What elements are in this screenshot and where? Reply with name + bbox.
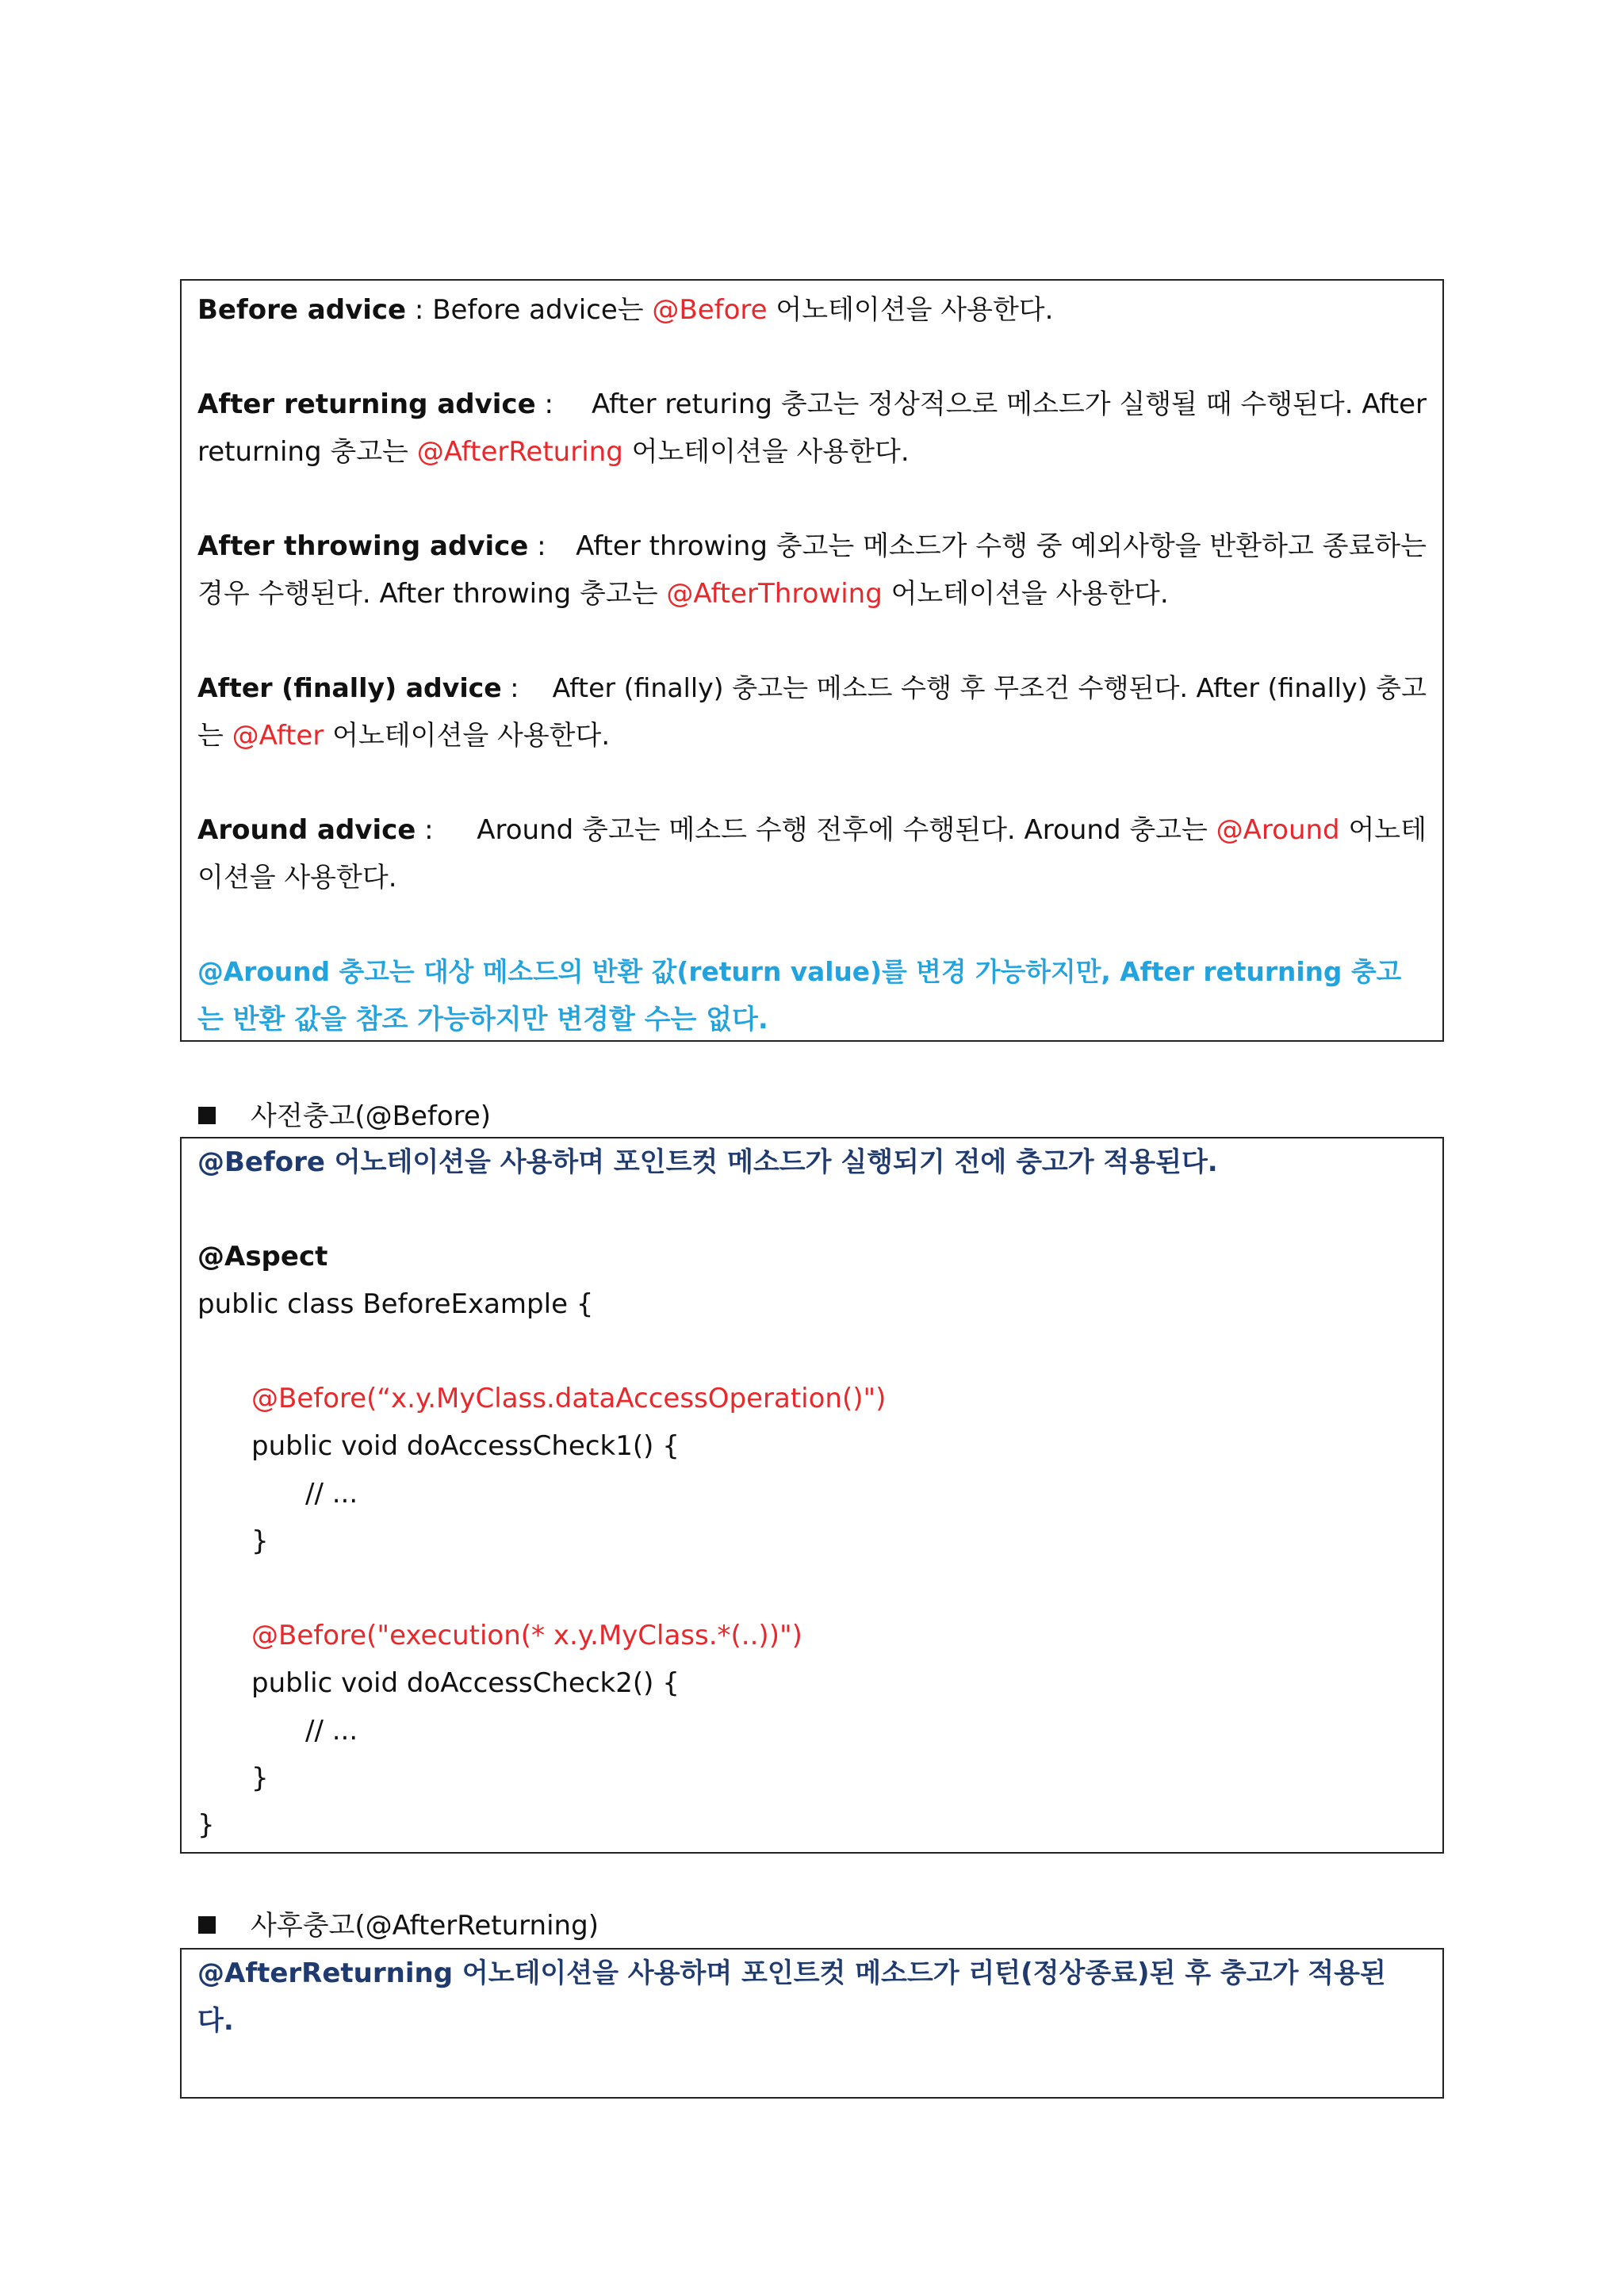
after-returning-description-1	[197, 1950, 1427, 1997]
method-signature-1: public void doAccessCheck1() {	[251, 1430, 680, 1462]
after-returning-description-text: @AfterReturning 어노테이션을 사용하며 포인트컷 메소드가 리턴(정상종료)된 후 충고가 적용된	[197, 1957, 1386, 1989]
before-advice-text-end: 어노테이션을 사용한다.	[767, 294, 1054, 326]
before-annotation: @Before	[652, 294, 768, 326]
method-close-1: }	[251, 1525, 269, 1557]
code-method1	[251, 1422, 1427, 1470]
comment-2: // ...	[305, 1715, 358, 1747]
code-method2	[251, 1659, 1427, 1707]
before-advice-term: Before advice	[197, 294, 407, 326]
after-returning-line-1	[197, 381, 1427, 428]
after-throwing-text: After throwing 충고는 메소드가 수행 중 예외사항을 반환하고 종료하는	[576, 530, 1427, 562]
code-close-class	[197, 1801, 1427, 1849]
square-bullet-icon	[198, 1107, 216, 1124]
after-returning-text-end: 어노테이션을 사용한다.	[622, 436, 910, 468]
around-text: Around 충고는 메소드 수행 전후에 수행된다. Around 충고는	[477, 814, 1216, 846]
before-description	[197, 1138, 1427, 1186]
after-returning-term: After returning advice	[197, 388, 536, 420]
code-anno1	[251, 1375, 1427, 1422]
code-comment1	[305, 1470, 1427, 1517]
method-signature-2: public void doAccessCheck2() {	[251, 1667, 680, 1699]
around-note-line-1	[197, 948, 1427, 996]
before-description-text: @Before 어노테이션을 사용하며 포인트컷 메소드가 실행되기 전에 충고가 적용된다.	[197, 1146, 1218, 1178]
around-note-text: @Around 충고는 대상 메소드의 반환 값(return value)를 변경 가능하지만, After returning 충고	[197, 957, 1402, 987]
code-comment2	[305, 1707, 1427, 1755]
separator: :	[416, 814, 434, 846]
comment-1: // ...	[305, 1478, 358, 1510]
after-finally-text-end: 어노테이션을 사용한다.	[324, 720, 611, 752]
around-text-2: 이션을 사용한다.	[197, 862, 397, 894]
around-line-1	[197, 806, 1427, 854]
after-returning-section-heading	[198, 1902, 599, 1950]
separator: :	[528, 530, 546, 562]
after-throwing-text-end: 어노테이션을 사용한다.	[882, 578, 1169, 610]
after-returning-description-2	[197, 1997, 1427, 2045]
advice-types-box	[180, 279, 1444, 1042]
around-note-text-2: 는 반환 값을 참조 가능하지만 변경할 수는 없다.	[197, 1004, 768, 1035]
after-returning-text-2: returning 충고는	[197, 436, 417, 468]
before-heading-text: 사전충고(@Before)	[251, 1100, 492, 1132]
code-close1	[251, 1517, 1427, 1565]
around-line-2	[197, 854, 1427, 901]
after-returning-heading-text: 사후충고(@AfterReturning)	[251, 1910, 599, 1942]
after-throwing-text-2: 경우 수행된다. After throwing 충고는	[197, 578, 667, 610]
code-anno2	[251, 1612, 1427, 1659]
after-finally-line-2	[197, 712, 1427, 760]
after-returning-text: After returing 충고는 정상적으로 메소드가 실행될 때 수행된다. After	[591, 388, 1427, 420]
code-aspect	[197, 1233, 1427, 1280]
square-bullet-icon	[198, 1916, 216, 1934]
separator: :	[406, 294, 433, 326]
after-finally-line-1	[197, 664, 1427, 712]
separator: :	[501, 672, 519, 703]
class-declaration: public class BeforeExample {	[197, 1288, 594, 1320]
before-advice-line	[197, 286, 1427, 334]
after-throwing-term: After throwing advice	[197, 530, 529, 562]
before-advice-text: Before advice는	[432, 294, 653, 326]
after-returning-box	[180, 1948, 1444, 2099]
around-annotation: @Around	[1216, 814, 1340, 846]
before-code-box	[180, 1137, 1444, 1854]
after-finally-term: After (finally) advice	[197, 672, 502, 703]
after-finally-text: After (finally) 충고는 메소드 수행 후 무조건 수행된다. After (finally) 충고	[552, 672, 1427, 703]
before-annotation-1: @Before(“x.y.MyClass.dataAccessOperation()")	[251, 1383, 887, 1414]
separator: :	[535, 388, 553, 420]
after-throwing-line-1	[197, 522, 1427, 570]
code-class-decl	[197, 1280, 1427, 1328]
code-close2	[251, 1755, 1427, 1802]
after-returning-description-text-2: 다.	[197, 2005, 234, 2037]
after-returning-line-2	[197, 428, 1427, 476]
after-throwing-line-2	[197, 570, 1427, 618]
class-close: }	[197, 1809, 215, 1841]
after-finally-text-2: 는	[197, 720, 232, 752]
around-note-line-2	[197, 996, 1427, 1040]
before-section-heading	[198, 1093, 491, 1140]
after-finally-annotation: @After	[232, 720, 324, 752]
before-annotation-2: @Before("execution(* x.y.MyClass.*(..))")	[251, 1620, 802, 1651]
around-text-end: 어노테	[1339, 814, 1427, 846]
around-term: Around advice	[197, 814, 416, 846]
after-throwing-annotation: @AfterThrowing	[666, 578, 883, 610]
method-close-2: }	[251, 1762, 269, 1794]
after-returning-annotation: @AfterReturing	[416, 436, 623, 468]
aspect-annotation: @Aspect	[197, 1241, 328, 1272]
